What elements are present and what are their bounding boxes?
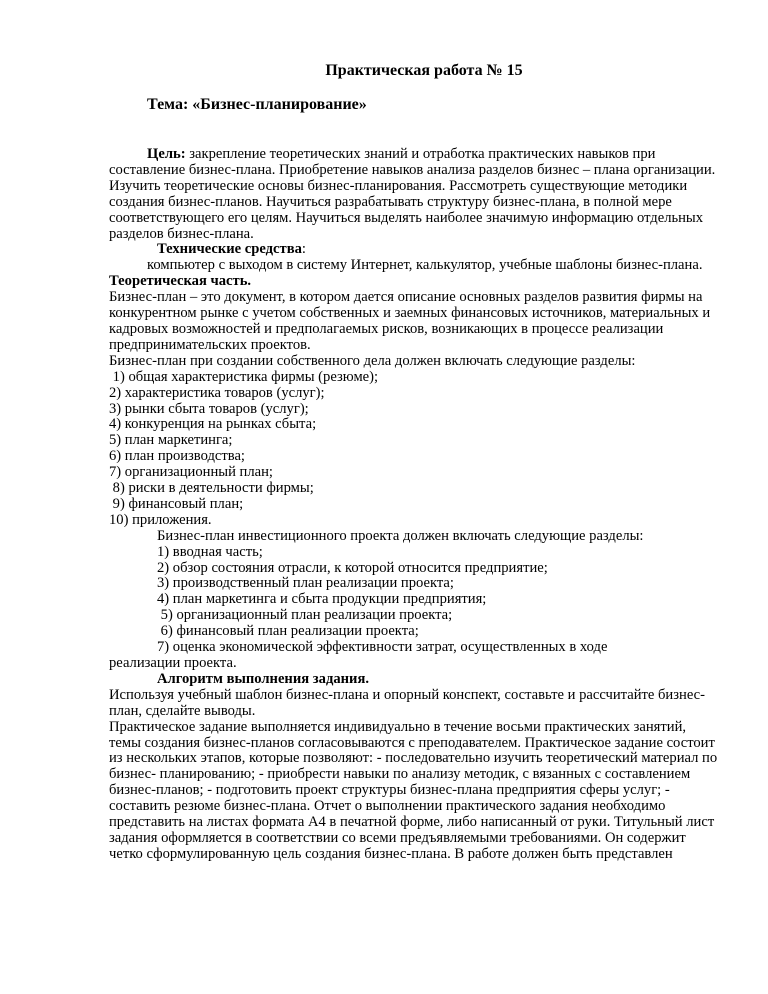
tech-label: Технические средства: [157, 241, 302, 258]
theory-paragraph-1: Бизнес-план – это документ, в котором дается описание основных разделов развития фирмы на конкурентном рынке с учетом собственных и заемных финансовых источников, материальных и кадровых возможностей и предполагаемых рисков, возникающих в процессе реализации предпринимательских проектов.: [109, 289, 711, 353]
investment-sections: [109, 529, 719, 656]
tech-colon: :: [301, 241, 306, 258]
tech-text: компьютер с выходом в систему Интернет, калькулятор, учебные шаблоны бизнес-плана.: [147, 257, 703, 274]
tech-heading: [109, 242, 719, 258]
algorithm-heading: Алгоритм выполнения задания.: [157, 670, 369, 687]
list-item: 4) план маркетинга и сбыта продукции предприятия;: [157, 591, 487, 608]
algorithm-paragraph-2: Практическое задание выполняется индивидуально в течение восьми практических занятий, темы создания бизнес-планов согласовываются с преподавателем. Практическое задание состоит из нескольких этапов, которые позволяют: - последовательно изучить теоретический материал по бизнес- планированию; - приобрести навыки по анализу методик, с вязанных с составлением бизнес-планов; - подготовить проект структуры бизнес-плана предприятия сферы услуг; - составить резюме бизнес-плана. Отчет о выполнении практического задания необходимо представить на листах формата А4 в печатной форме, либо написанный от руки. Титульный лист задания оформляется в соответствии со всеми предъявляемыми требованиями. Он содержит четко сформулированную цель создания бизнес-плана. В работе должен быть представлен: [109, 718, 718, 862]
list-item: 7) оценка экономической эффективности затрат, осуществленных в ходе: [157, 639, 608, 656]
list-item: 7) организационный план;: [109, 464, 273, 481]
document-title: Практическая работа № 15: [325, 62, 523, 79]
list-item: 1) вводная часть;: [157, 543, 263, 560]
list-item: 4) конкуренция на рынках сбыта;: [109, 416, 317, 433]
list-item: 2) обзор состояния отрасли, к которой относится предприятие;: [157, 559, 548, 576]
document-page: [109, 62, 719, 863]
list-item: 3) производственный план реализации проекта;: [157, 575, 454, 592]
list-item: 10) приложения.: [109, 511, 212, 528]
goal-paragraph: [109, 147, 719, 242]
list-item: 5) организационный план реализации проекта;: [157, 607, 453, 624]
document-theme: Тема: «Бизнес-планирование»: [147, 96, 367, 113]
investment-intro: Бизнес-план инвестиционного проекта должен включать следующие разделы:: [157, 527, 644, 544]
business-sections-list: [109, 370, 719, 529]
list-item: 9) финансовый план;: [109, 495, 244, 512]
algorithm-paragraph-1: Используя учебный шаблон бизнес-плана и опорный конспект, составьте и рассчитайте бизнес-план, сделайте выводы.: [109, 686, 705, 719]
list-item: 1) общая характеристика фирмы (резюме);: [109, 368, 379, 385]
list-item: 3) рынки сбыта товаров (услуг);: [109, 400, 309, 417]
theory-heading: Теоретическая часть.: [109, 273, 252, 290]
list-item: 6) план производства;: [109, 448, 245, 465]
investment-tail: реализации проекта.: [109, 655, 237, 671]
theory-paragraph-2: Бизнес-план при создании собственного дела должен включать следующие разделы:: [109, 352, 636, 369]
goal-text: закрепление теоретических знаний и отработка практических навыков при составление бизнес-плана. Приобретение навыков анализа разделов бизнес – плана организации. Изучить теоретические основы бизнес-планирования. Рассмотреть существующие методики создания бизнес-планов. Научиться разрабатывать структуру бизнес-плана, в полной мере соответствующего его целям. Научиться выделять наиболее значимую информацию отдельных разделов бизнес-плана.: [109, 146, 716, 242]
list-item: 5) план маркетинга;: [109, 432, 233, 449]
list-item: 6) финансовый план реализации проекта;: [157, 623, 419, 640]
goal-label: Цель:: [147, 146, 186, 162]
list-item: 2) характеристика товаров (услуг);: [109, 384, 325, 401]
list-item: 8) риски в деятельности фирмы;: [109, 480, 314, 497]
